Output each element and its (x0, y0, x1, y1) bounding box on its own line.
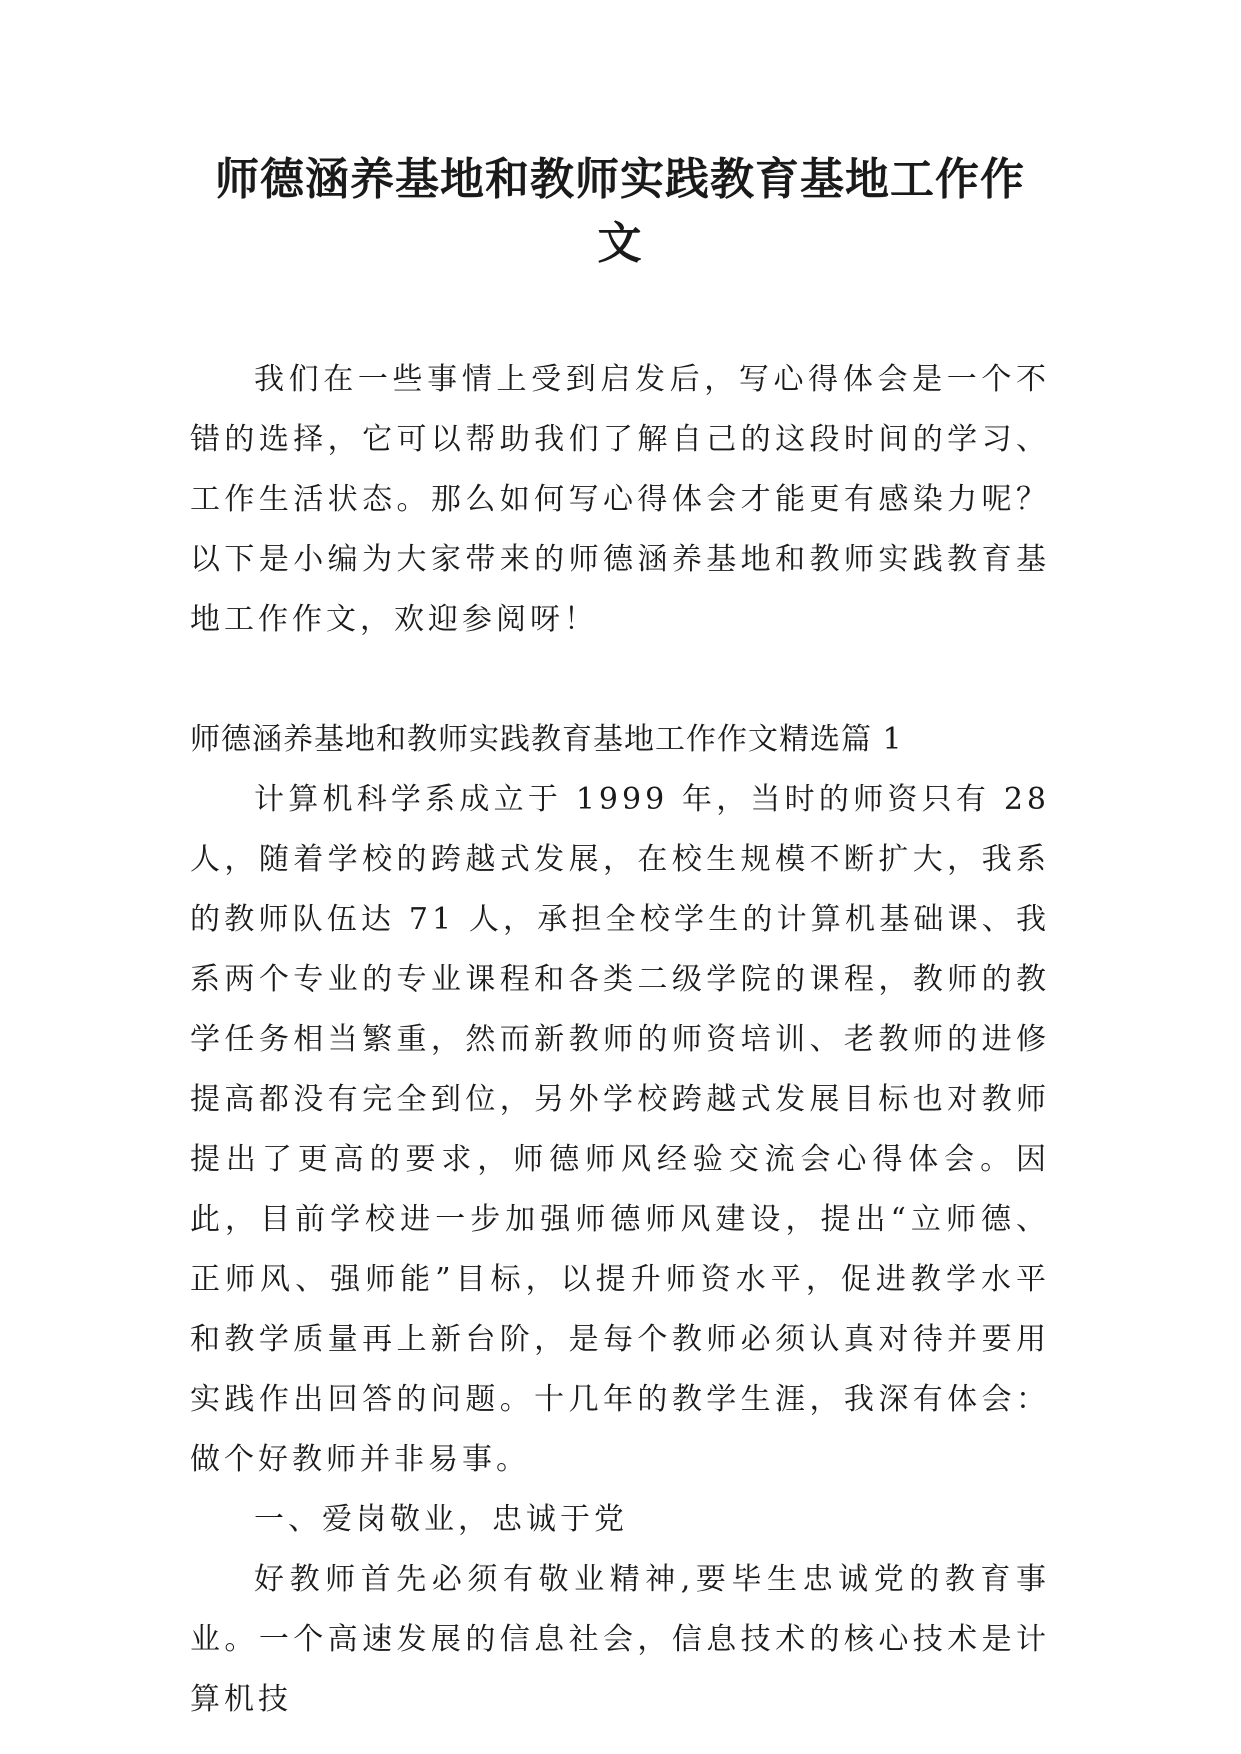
paragraph-gap (190, 650, 1050, 710)
body-paragraph-2: 好教师首先必须有敬业精神,要毕生忠诚党的教育事业。一个高速发展的信息社会，信息技术的核心技术是计算机技 (190, 1562, 1050, 1717)
title-line-1: 师德涵养基地和教师实践教育基地工作作 (215, 154, 1025, 205)
document-title (190, 148, 1050, 276)
title-line-2: 文 (597, 218, 643, 269)
subheading-1: 一、爱岗敬业，忠诚于党 (254, 1502, 628, 1537)
intro-paragraph: 我们在一些事情上受到启发后，写心得体会是一个不错的选择，它可以帮助我们了解自己的这段时间的学习、工作生活状态。那么如何写心得体会才能更有感染力呢？以下是小编为大家带来的师德涵养基地和教师实践教育基地工作作文，欢迎参阅呀！ (190, 362, 1050, 637)
document-body (190, 350, 1050, 1730)
body-paragraph-1: 计算机科学系成立于 1999 年，当时的师资只有 28 人，随着学校的跨越式发展，在校生规模不断扩大，我系的教师队伍达 71 人，承担全校学生的计算机基础课、我系两个专业的专业课程和各类二级学院的课程，教师的教学任务相当繁重，然而新教师的师资培训、老教师的进修提高都没有完全到位，另外学校跨越式发展目标也对教师提出了更高的要求，师德师风经验交流会心得体会。因此，目前学校进一步加强师德师风建设，提出“立师德、正师风、强师能”目标，以提升师资水平，促进教学水平和教学质量再上新台阶，是每个教师必须认真对待并要用实践作出回答的问题。十几年的教学生涯，我深有体会：做个好教师并非易事。 (190, 782, 1050, 1477)
section-heading: 师德涵养基地和教师实践教育基地工作作文精选篇 1 (190, 722, 903, 757)
